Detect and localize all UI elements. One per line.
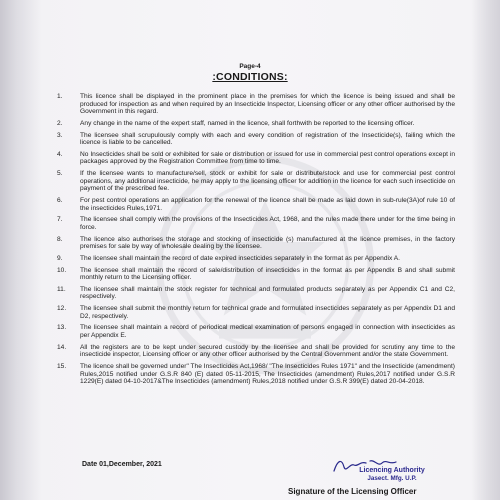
condition-item (57, 324, 455, 339)
condition-text: Any change in the name of the expert staff, named in the licence, shall forthwith be reported to the licensing officer. (80, 119, 415, 127)
signature-label: Signature of the Licensing Officer (288, 487, 417, 496)
condition-text: For pest control operations an application for the renewal of the licence shall be made as laid down in sub-rule(3A)of rule 10 of the insecticides Rules,1971. (80, 197, 455, 212)
official-stamp (352, 467, 432, 482)
condition-number: 5. (57, 170, 63, 178)
issue-date: Date 01,December, 2021 (82, 461, 162, 468)
condition-number: 9. (57, 254, 63, 262)
condition-item (57, 255, 455, 263)
condition-text: The licensee shall maintain the record of sale/distribution of insecticides in the format as per Appendix B and shall submit monthly return to the Licensing officer. (80, 266, 455, 282)
condition-text: This licence shall be displayed in the prominent place in the premises for which the licence is being issued and shall be produced for inspection as and when required by an Insecticide Inspector, Licensing officer or any other officer authorised by the Government in this regard. (80, 93, 455, 116)
condition-item (57, 236, 455, 251)
condition-text: The licensee shall scrupulously comply with each and every condition of registration of the Insecticide(s), failing which the licence is liable to be cancelled. (80, 131, 455, 147)
condition-number: 1. (57, 93, 63, 100)
condition-number: 11. (57, 285, 66, 293)
condition-number: 6. (57, 197, 63, 204)
condition-item (57, 93, 455, 116)
page-title: :CONDITIONS: (212, 71, 288, 83)
condition-text: The licence also authorises the storage and stocking of insecticide (s) manufactured at the licence premises, in the factory premises for sale by way of wholesale dealing by the licensee. (80, 235, 455, 251)
condition-text: The licensee shall maintain the stock register for technical and formulated products separately as per Appendix C1 and C2, respectively. (80, 285, 455, 301)
condition-item (57, 197, 455, 212)
conditions-list (57, 93, 455, 390)
stamp-department: Jasect. Mfg. U.P. (367, 475, 417, 482)
condition-text: No Insecticides shall be sold or exhibited for sale or distribution or issued for use in commercial pest control operations except in packages approved by the Registration Committee from time to time. (80, 150, 455, 166)
condition-number: 4. (57, 150, 63, 158)
condition-item (57, 267, 455, 282)
condition-text: The licensee shall submit the monthly return for technical grade and formulated insecticides separately as per Appendix D1 and D2, respectively. (80, 305, 455, 320)
condition-item (57, 344, 455, 359)
condition-item (57, 363, 455, 386)
condition-number: 2. (57, 119, 63, 127)
condition-number: 15. (57, 362, 67, 370)
condition-text: The licensee shall maintain a record of periodical medical examination of persons engaged in connection with insecticides as per Appendix E. (80, 324, 455, 339)
condition-text: The licensee shall maintain the record of date expired insecticides separately in the format as per Appendix A. (80, 254, 400, 262)
stamp-authority: Licencing Authority (359, 467, 425, 474)
condition-number: 13. (57, 324, 67, 332)
condition-number: 14. (57, 343, 67, 351)
condition-number: 10. (57, 266, 67, 274)
condition-item (57, 305, 455, 320)
condition-text: The licence shall be governed under" The Insecticides Act,1968/ "The Insecticides Rules 1971" and the Insecticide (amendment) Rules,2015 notified under G.S.R 840 (E) dated 05-11-2015, The Insecticides (amendment) Rules,2017 notified under G.S.R 1229(E) dated 04-10-2017&The Insecticides (amendment) Rules,2018 notified under G.S.R 399(E) dated 20-04-2018. (80, 362, 455, 386)
condition-item (57, 216, 455, 231)
condition-item (57, 132, 455, 147)
condition-item (57, 151, 455, 166)
condition-text: All the registers are to be kept under secured custody by the licensee and shall be provided for scrutiny any time to the insecticide inspector, Licensing officer or any other officer authorised by the Central Government and/or the state Government. (80, 343, 455, 359)
condition-item (57, 120, 455, 128)
condition-number: 12. (57, 305, 67, 313)
condition-number: 3. (57, 131, 63, 139)
condition-item (57, 286, 455, 301)
condition-item (57, 170, 455, 193)
condition-text: If the licensee wants to manufacture/sell, stock or exhibit for sale or distribute/stock and use for commercial pest control operations, any additional insecticide, he may apply to the licensing officer for addition in the licence for each such insecticide on payment of the prescribed fee. (80, 170, 455, 193)
page-header (0, 63, 500, 83)
condition-number: 8. (57, 235, 63, 243)
condition-number: 7. (57, 216, 63, 224)
page-number: Page-4 (239, 63, 261, 70)
condition-text: The licensee shall comply with the provisions of the Insecticides Act, 1968, and the rules made there under for the time being in force. (80, 216, 455, 231)
